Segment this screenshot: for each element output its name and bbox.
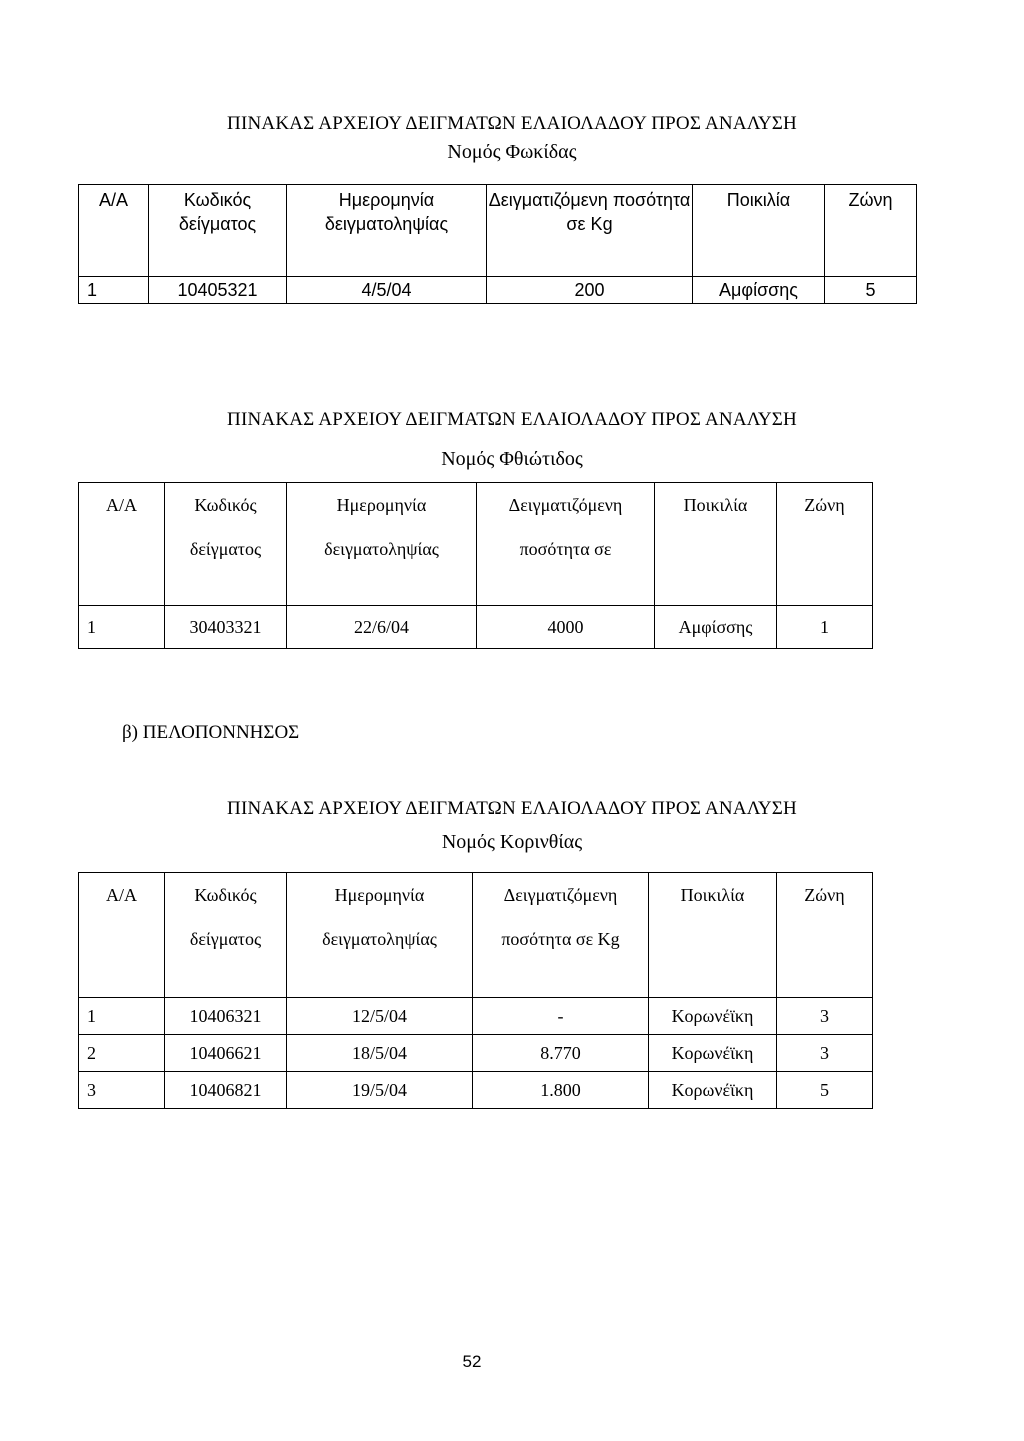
cell-code: 10406621 bbox=[165, 1035, 287, 1072]
cell-date: 22/6/04 bbox=[287, 606, 477, 649]
header-aa: Α/Α bbox=[79, 873, 165, 998]
cell-zone: 3 bbox=[777, 1035, 873, 1072]
cell-code: 10406821 bbox=[165, 1072, 287, 1109]
cell-aa: 1 bbox=[79, 277, 149, 304]
cell-aa: 3 bbox=[79, 1072, 165, 1109]
cell-code: 10406321 bbox=[165, 998, 287, 1035]
header-zone: Ζώνη bbox=[777, 873, 873, 998]
page-number: 52 bbox=[462, 1352, 482, 1371]
cell-zone: 5 bbox=[777, 1072, 873, 1109]
cell-date: 19/5/04 bbox=[287, 1072, 473, 1109]
header-variety: Ποικιλία bbox=[649, 873, 777, 998]
cell-quantity: 4000 bbox=[477, 606, 655, 649]
header-date: Ημερομηνία δειγματοληψίας bbox=[287, 483, 477, 606]
cell-aa: 1 bbox=[79, 606, 165, 649]
samples-table-fthiotida bbox=[78, 482, 873, 649]
header-zone: Ζώνη bbox=[777, 483, 873, 606]
cell-date: 18/5/04 bbox=[287, 1035, 473, 1072]
header-quantity: Δειγματιζόμενη ποσότητα σε Kg bbox=[473, 873, 649, 998]
cell-aa: 1 bbox=[79, 998, 165, 1035]
cell-zone: 5 bbox=[825, 277, 917, 304]
cell-quantity: 200 bbox=[487, 277, 693, 304]
header-quantity: Δειγματιζόμενη ποσότητα σε Kg bbox=[487, 185, 693, 277]
region-label: β) ΠΕΛΟΠΟΝΝΗΣΟΣ bbox=[122, 722, 300, 743]
table-title: ΠΙΝΑΚΑΣ ΑΡΧΕΙΟΥ ΔΕΙΓΜΑΤΩΝ ΕΛΑΙΟΛΑΔΟΥ ΠΡΟΣ ΑΝΑΛΥΣΗ bbox=[227, 113, 797, 134]
header-aa: Α/Α bbox=[79, 185, 149, 277]
cell-zone: 1 bbox=[777, 606, 873, 649]
cell-variety: Κορωνέϊκη bbox=[649, 1035, 777, 1072]
table-title: ΠΙΝΑΚΑΣ ΑΡΧΕΙΟΥ ΔΕΙΓΜΑΤΩΝ ΕΛΑΙΟΛΑΔΟΥ ΠΡΟΣ ΑΝΑΛΥΣΗ bbox=[227, 409, 797, 430]
header-date: Ημερομηνία δειγματοληψίας bbox=[287, 185, 487, 277]
cell-quantity: 8.770 bbox=[473, 1035, 649, 1072]
cell-date: 12/5/04 bbox=[287, 998, 473, 1035]
cell-quantity: - bbox=[473, 998, 649, 1035]
header-aa: Α/Α bbox=[79, 483, 165, 606]
table-row bbox=[79, 606, 873, 649]
cell-aa: 2 bbox=[79, 1035, 165, 1072]
header-code: Κωδικός δείγματος bbox=[165, 483, 287, 606]
table-row bbox=[79, 1035, 873, 1072]
cell-variety: Αμφίσσης bbox=[693, 277, 825, 304]
table-header-row bbox=[79, 483, 873, 606]
section-fthiotida-heading bbox=[0, 408, 1024, 472]
cell-variety: Κορωνέϊκη bbox=[649, 998, 777, 1035]
header-date: Ημερομηνία δειγματοληψίας bbox=[287, 873, 473, 998]
table-title: ΠΙΝΑΚΑΣ ΑΡΧΕΙΟΥ ΔΕΙΓΜΑΤΩΝ ΕΛΑΙΟΛΑΔΟΥ ΠΡΟΣ ΑΝΑΛΥΣΗ bbox=[227, 798, 797, 819]
table-header-row bbox=[79, 185, 917, 277]
table-subtitle: Νομός Κορινθίας bbox=[441, 831, 583, 853]
table-row bbox=[79, 1072, 873, 1109]
table-subtitle: Νομός Φθιώτιδος bbox=[441, 448, 583, 470]
header-variety: Ποικιλία bbox=[693, 185, 825, 277]
header-quantity: Δειγματιζόμενη ποσότητα σε bbox=[477, 483, 655, 606]
cell-code: 10405321 bbox=[149, 277, 287, 304]
cell-quantity: 1.800 bbox=[473, 1072, 649, 1109]
header-code: Κωδικός δείγματος bbox=[149, 185, 287, 277]
cell-date: 4/5/04 bbox=[287, 277, 487, 304]
section-korinthia-heading bbox=[0, 797, 1024, 855]
table-subtitle: Νομός Φωκίδας bbox=[447, 141, 577, 163]
table-header-row bbox=[79, 873, 873, 998]
samples-table-korinthia bbox=[78, 872, 873, 1109]
cell-variety: Κορωνέϊκη bbox=[649, 1072, 777, 1109]
cell-variety: Αμφίσσης bbox=[655, 606, 777, 649]
cell-zone: 3 bbox=[777, 998, 873, 1035]
samples-table-fokida bbox=[78, 184, 917, 304]
cell-code: 30403321 bbox=[165, 606, 287, 649]
header-code: Κωδικός δείγματος bbox=[165, 873, 287, 998]
section-fokida-heading bbox=[0, 112, 1024, 165]
header-variety: Ποικιλία bbox=[655, 483, 777, 606]
header-zone: Ζώνη bbox=[825, 185, 917, 277]
table-row bbox=[79, 277, 917, 304]
table-row bbox=[79, 998, 873, 1035]
